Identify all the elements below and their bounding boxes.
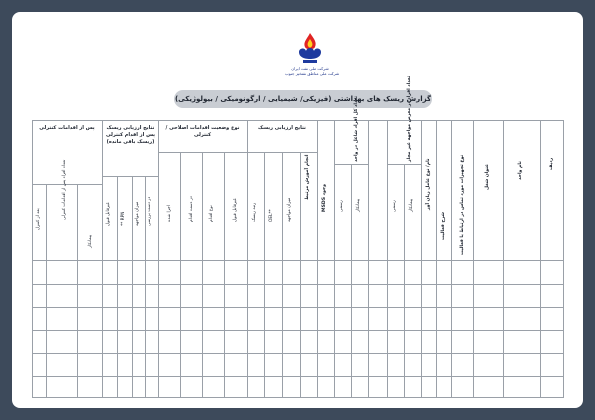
group-risk-results: نتایج ارزیابی ریسک bbox=[258, 125, 306, 131]
col-training: انجام آموزش مرتبط bbox=[305, 154, 310, 200]
col-hazard-agent: نام/ نوع عامل زیان آور bbox=[426, 158, 431, 210]
col-tasks: شرح فعالیت bbox=[441, 211, 446, 240]
col-exposure: میزان مواجهه bbox=[287, 197, 292, 222]
flame-logo-icon bbox=[295, 32, 325, 66]
col-residual-rpn: RPN ** bbox=[121, 211, 126, 226]
col-acceptability: غیرقابل قبول bbox=[233, 198, 238, 222]
col-residual-accept: غیرقابل قبول bbox=[106, 202, 111, 226]
col-equipment: نوع تجهیزات مورد تماس در ارتباط با فعالیت bbox=[460, 154, 465, 255]
col-total-staff: تعداد کل افراد شاغل در واحد bbox=[354, 96, 359, 162]
col-contract-b: پیمانکار bbox=[356, 198, 361, 212]
group-after-control: پس از اقدامات کنترلی bbox=[39, 125, 95, 131]
col-official-b: رسمی bbox=[339, 200, 344, 212]
col-contract-a: پیمانکار bbox=[409, 198, 414, 212]
col-job-title: عنوان شغل bbox=[485, 163, 490, 190]
col-after-contract: پیمانکار bbox=[88, 234, 93, 248]
report-sheet bbox=[12, 12, 583, 408]
org-subtitle: شرکت ملی مناطق نفتخیز جنوب bbox=[285, 71, 340, 76]
col-done: اجرا شده bbox=[167, 205, 172, 222]
col-action-type: نوع اقدام bbox=[209, 205, 214, 222]
group-control-actions: نوع وضعیت اقدامات اصلاحی / کنترلی bbox=[165, 125, 240, 138]
col-unit-name: نام واحد bbox=[518, 161, 523, 180]
group-residual-risk: نتایج ارزیابی ریسک پس از اقدام کنترلی (ریسک باقی مانده) bbox=[105, 125, 156, 145]
col-msds: وجود MSDS bbox=[322, 183, 327, 212]
company-logo bbox=[285, 32, 340, 90]
col-under-review: در دست بررسی bbox=[147, 196, 152, 226]
report-title: گزارش ریسک های بهداشتی (فیزیکی/ شیمیایی / ارگونومیکی / بیولوژیکی) bbox=[174, 90, 432, 108]
col-oel: **OEL bbox=[269, 209, 274, 222]
col-in-progress: در دست اقدام bbox=[189, 196, 194, 222]
col-risk-level: رتبه ریسک bbox=[252, 202, 257, 222]
org-name: شرکت ملی نفت ایران bbox=[291, 66, 329, 71]
col-residual-exposure: میزان مواجهه bbox=[135, 201, 140, 226]
col-notes: بعد از کنترل bbox=[36, 208, 41, 230]
col-official-a: رسمی bbox=[392, 200, 397, 212]
col-row-no: ردیف bbox=[549, 157, 554, 170]
col-after-control: تعداد افراد پس از اقدامات کنترلی bbox=[62, 159, 67, 220]
col-exposed-people: تعداد افراد در معرض مواجهه غیر مجاز bbox=[407, 75, 412, 162]
